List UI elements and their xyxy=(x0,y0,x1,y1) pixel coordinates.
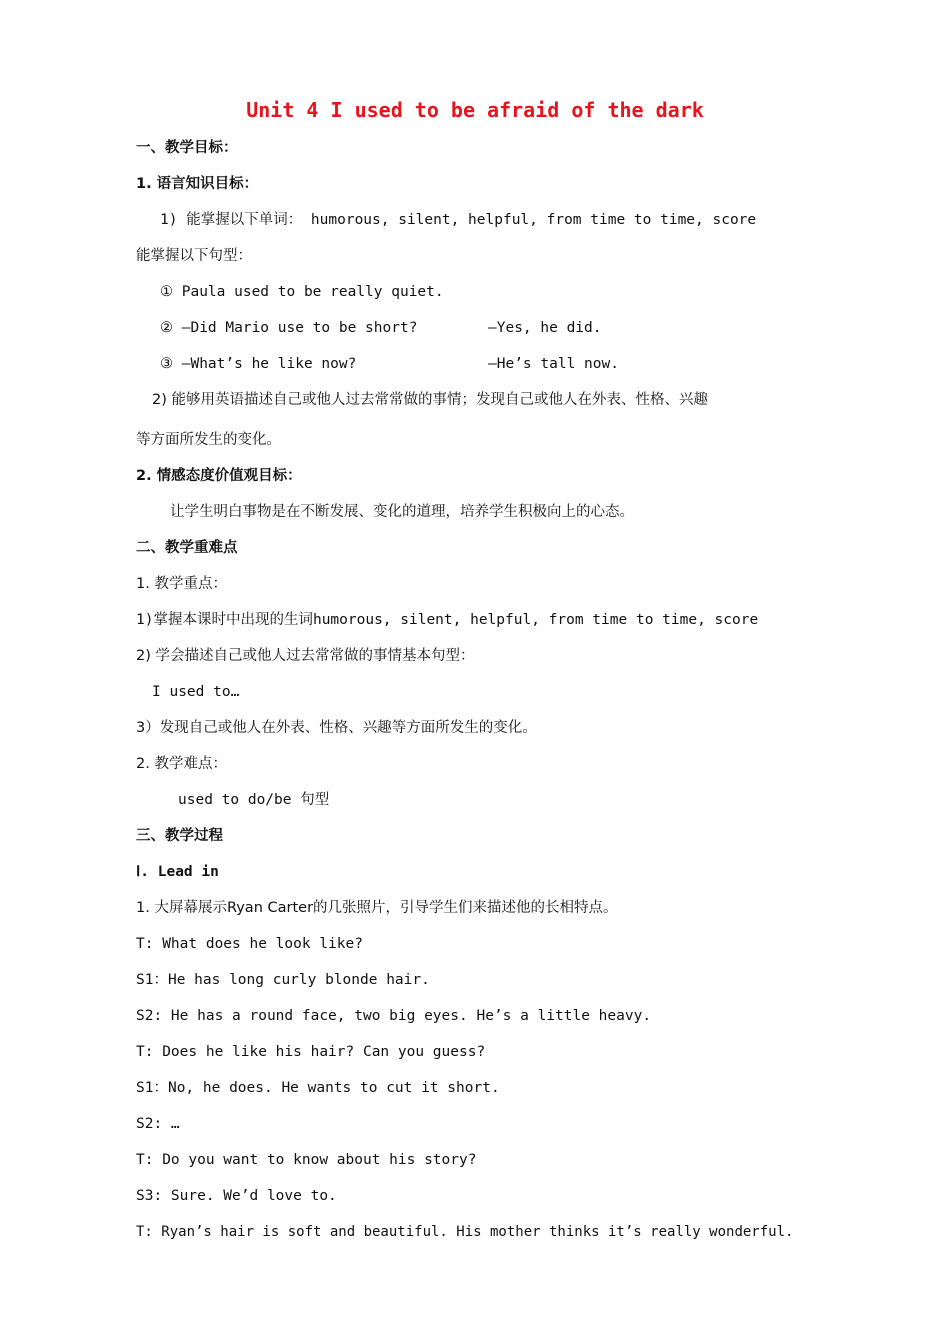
key-points-heading: 1. 教学重点： xyxy=(136,576,227,592)
subheading-language-knowledge: 1. 语言知识目标： xyxy=(136,176,259,192)
step-1: 1. 大屏幕展示Ryan Carter的几张照片，引导学生们来描述他的长相特点。 xyxy=(136,900,618,916)
subheading-attitude: 2. 情感态度价值观目标： xyxy=(136,468,302,484)
section-heading-procedure: 三、教学过程 xyxy=(136,828,223,844)
lead-in-heading: Ⅰ. Lead in xyxy=(136,864,219,880)
vocabulary-line: 1) 能掌握以下单词： humorous, silent, helpful, from time to time, score xyxy=(160,212,757,228)
dialogue-line-2: S1：He has long curly blonde hair. xyxy=(136,972,430,988)
dialogue-line-6: S2: … xyxy=(136,1116,180,1132)
key-point-2: 2) 学会描述自己或他人过去常常做的事情基本句型： xyxy=(136,648,475,664)
document-title: Unit 4 I used to be afraid of the dark xyxy=(246,98,704,122)
key-point-1: 1)掌握本课时中出现的生词humorous, silent, helpful, from time to time, score xyxy=(136,612,759,628)
sentence-3-question: ③ —What’s he like now? xyxy=(160,356,357,372)
sentence-2-question: ② —Did Mario use to be short? xyxy=(160,320,418,336)
attitude-line: 让学生明白事物是在不断发展、变化的道理，培养学生积极向上的心态。 xyxy=(170,504,634,520)
sentence-3-answer: —He’s tall now. xyxy=(488,356,619,372)
patterns-intro: 能掌握以下句型： xyxy=(136,248,252,264)
dialogue-line-8: S3: Sure. We’d love to. xyxy=(136,1188,337,1204)
ability-line-2: 等方面所发生的变化。 xyxy=(136,432,281,448)
key-point-3: 3）发现自己或他人在外表、性格、兴趣等方面所发生的变化。 xyxy=(136,720,537,736)
key-point-2-example: I used to… xyxy=(152,684,240,700)
dialogue-line-5: S1：No, he does. He wants to cut it short. xyxy=(136,1080,500,1096)
dialogue-line-1: T: What does he look like? xyxy=(136,936,363,952)
dialogue-line-3: S2: He has a round face, two big eyes. He’s a little heavy. xyxy=(136,1008,652,1024)
difficulty-heading: 2. 教学难点： xyxy=(136,756,227,772)
section-heading-objectives: 一、教学目标： xyxy=(136,140,238,156)
dialogue-line-4: T: Does he like his hair? Can you guess? xyxy=(136,1044,486,1060)
sentence-2-answer: —Yes, he did. xyxy=(488,320,602,336)
dialogue-line-9: T: Ryan’s hair is soft and beautiful. His mother thinks it’s really wonderful. xyxy=(136,1224,794,1240)
difficulty-1: used to do/be 句型 xyxy=(178,792,330,808)
sentence-1: ① Paula used to be really quiet. xyxy=(160,284,444,300)
ability-line-1: 2) 能够用英语描述自己或他人过去常常做的事情；发现自己或他人在外表、性格、兴趣 xyxy=(152,392,708,408)
section-heading-key-points: 二、教学重难点 xyxy=(136,540,238,556)
dialogue-line-7: T: Do you want to know about his story? xyxy=(136,1152,477,1168)
